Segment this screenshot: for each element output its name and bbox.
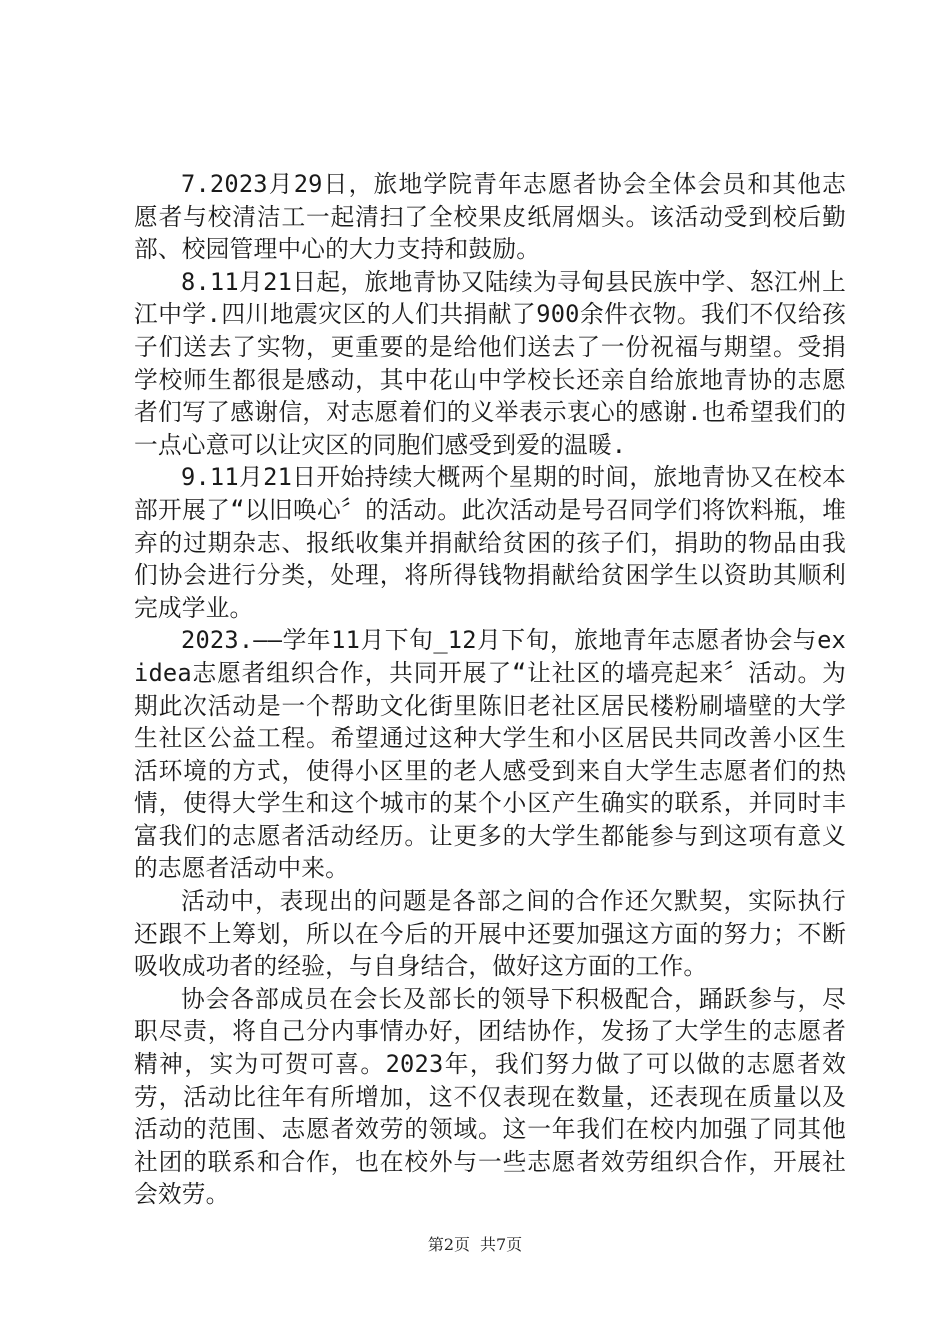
document-body xyxy=(134,168,846,1211)
page-footer xyxy=(0,1232,950,1255)
paragraph-activity-9: 9.11月21日开始持续大概两个星期的时间，旅地青协又在校本部开展了“以旧唤心〞的活动。此次活动是号召同学们将饮料瓶，堆弃的过期杂志、报纸收集并捐献给贫困的孩子们，捐助的物品由我们协会进行分类，处理，将所得钱物捐献给贫困学生以资助其顺利完成学业。 xyxy=(134,463,846,622)
paragraph-summary: 协会各部成员在会长及部长的领导下积极配合，踊跃参与，尽职尽责，将自己分内事情办好，团结协作，发扬了大学生的志愿者精神，实为可贺可喜。2023年，我们努力做了可以做的志愿者效劳，活动比往年有所增加，这不仅表现在数量，还表现在质量以及活动的范围、志愿者效劳的领域。这一年我们在校内加强了同其他社团的联系和合作，也在校外与一些志愿者效劳组织合作，开展社会效劳。 xyxy=(134,984,846,1209)
paragraph-problems: 活动中，表现出的问题是各部之间的合作还欠默契，实际执行还跟不上筹划，所以在今后的开展中还要加强这方面的努力；不断吸收成功者的经验，与自身结合，做好这方面的工作。 xyxy=(134,887,846,981)
page-total: 共7页 xyxy=(480,1235,523,1254)
paragraph-activity-7: 7.2023月29日，旅地学院青年志愿者协会全体会员和其他志愿者与校清洁工一起清扫了全校果皮纸屑烟头。该活动受到校后勤部、校园管理中心的大力支持和鼓励。 xyxy=(134,170,846,264)
paragraph-activity-8: 8.11月21日起，旅地青协又陆续为寻甸县民族中学、怒江州上江中学.四川地震灾区的人们共捐献了900余件衣物。我们不仅给孩子们送去了实物，更重要的是给他们送去了一份祝福与期望。受捐学校师生都很是感动，其中花山中学校长还亲自给旅地青协的志愿者们写了感谢信，对志愿着们的义举表示衷心的感谢.也希望我们的一点心意可以让灾区的同胞们感受到爱的温暖. xyxy=(134,267,846,459)
paragraph-community-wall: 2023.——学年11月下旬_12月下旬，旅地青年志愿者协会与exidea志愿者组织合作，共同开展了“让社区的墙亮起来〞活动。为期此次活动是一个帮助文化街里陈旧老社区居民楼粉刷墙壁的大学生社区公益工程。希望通过这种大学生和小区居民共同改善小区生活环境的方式，使得小区里的老人感受到来自大学生志愿者们的热情，使得大学生和这个城市的某个小区产生确实的联系，并同时丰富我们的志愿者活动经历。让更多的大学生都能参与到这项有意义的志愿者活动中来。 xyxy=(134,626,846,883)
page-number: 第2页 xyxy=(427,1235,470,1254)
